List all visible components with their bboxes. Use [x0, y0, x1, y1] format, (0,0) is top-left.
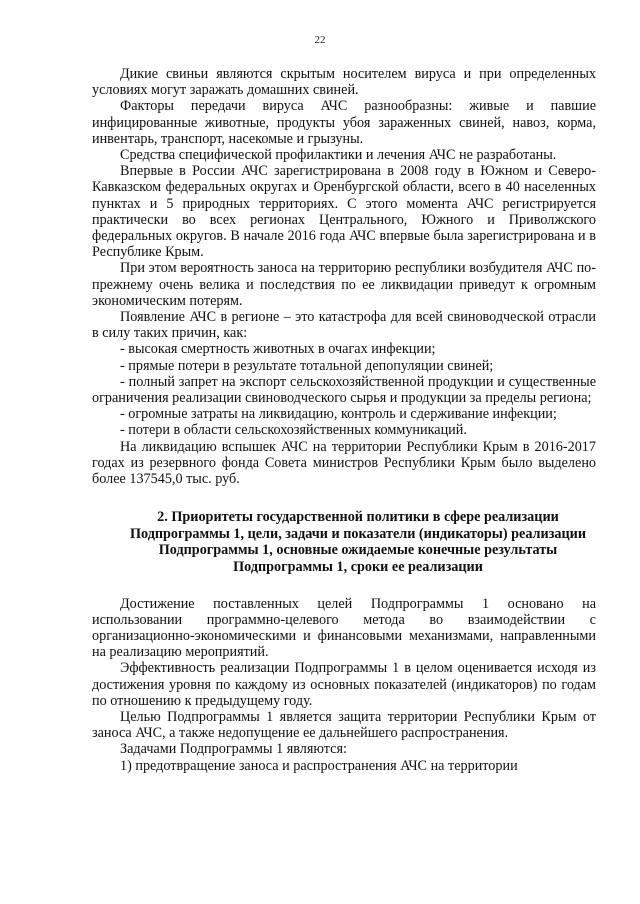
reasons-list [92, 341, 596, 438]
list-item: - потери в области сельскохозяйственных коммуникаций. [120, 422, 467, 439]
funding-paragraph: На ликвидацию вспышек АЧС на территории Республики Крым в 2016-2017 годах из резервного фонда Совета министров Республики Крым было выделено более 137545,0 тыс. руб. [92, 438, 596, 488]
paragraph: Эффективность реализации Подпрограммы 1 в целом оценивается исходя из достижения уровня по каждому из основных показателей (индикаторов) по годам по отношению к предыдущему году. [92, 660, 596, 709]
list-item: - полный запрет на экспорт сельскохозяйственной продукции и существенные ограничения реализации свиноводческого сырья и продукции за пределы региона; [92, 373, 596, 407]
paragraph: Достижение поставленных целей Подпрограммы 1 основано на использовании программно-целевого метода во взаимодействии с организационно-экономическими и финансовыми механизмами, направленными на реализацию мероприятий. [92, 595, 596, 661]
paragraph: Средства специфической профилактики и лечения АЧС не разработаны. [120, 147, 557, 164]
paragraph: Целью Подпрограммы 1 является защита территории Республики Крым от заноса АЧС, а также недопущение ее дальнейшего распространения. [92, 709, 596, 742]
page-number: 22 [314, 34, 326, 46]
list-item: - прямые потери в результате тотальной депопуляции свиней; [120, 357, 494, 374]
paragraph: Дикие свиньи являются скрытым носителем вируса и при определенных условиях могут заражать домашних свиней. [92, 66, 596, 99]
section-heading: 2. Приоритеты государственной политики в сфере реализации Подпрограммы 1, цели, задачи и показатели (индикаторы) реализации Подпрограммы 1, основные ожидаемые конечные результаты Подпрограммы 1, сроки ее реализации [129, 509, 587, 576]
section-gap [92, 487, 596, 509]
paragraph: Появление АЧС в регионе – это катастрофа для всей свиноводческой отрасли в силу таких причин, как: [92, 309, 596, 342]
paragraph: Факторы передачи вируса АЧС разнообразны: живые и павшие инфицированные животные, продукты убоя зараженных свиней, навоз, корма, инвентарь, транспорт, насекомые и грызуны. [92, 98, 596, 147]
paragraph: 1) предотвращение заноса и распространения АЧС на территории [120, 757, 518, 774]
paragraph: Задачами Подпрограммы 1 являются: [120, 741, 347, 758]
paragraph: При этом вероятность заноса на территорию республики возбудителя АЧС по-прежнему очень велика и последствия по ее ликвидации приведут к огромным экономическим потерям. [92, 260, 596, 309]
document-body [92, 66, 596, 774]
list-item: - высокая смертность животных в очагах инфекции; [120, 341, 436, 358]
paragraph: Впервые в России АЧС зарегистрирована в 2008 году в Южном и Северо-Кавказском федеральных округах и Оренбургской области, всего в 40 населенных пунктах и 5 природных территориях. С этого момента АЧС регистрируется практически во всех регионах Центрального, Южного и Приволжского федеральных округов. В начале 2016 года АЧС впервые была зарегистрирована и в Республике Крым. [92, 163, 596, 261]
list-item: - огромные затраты на ликвидацию, контроль и сдерживание инфекции; [120, 406, 557, 423]
